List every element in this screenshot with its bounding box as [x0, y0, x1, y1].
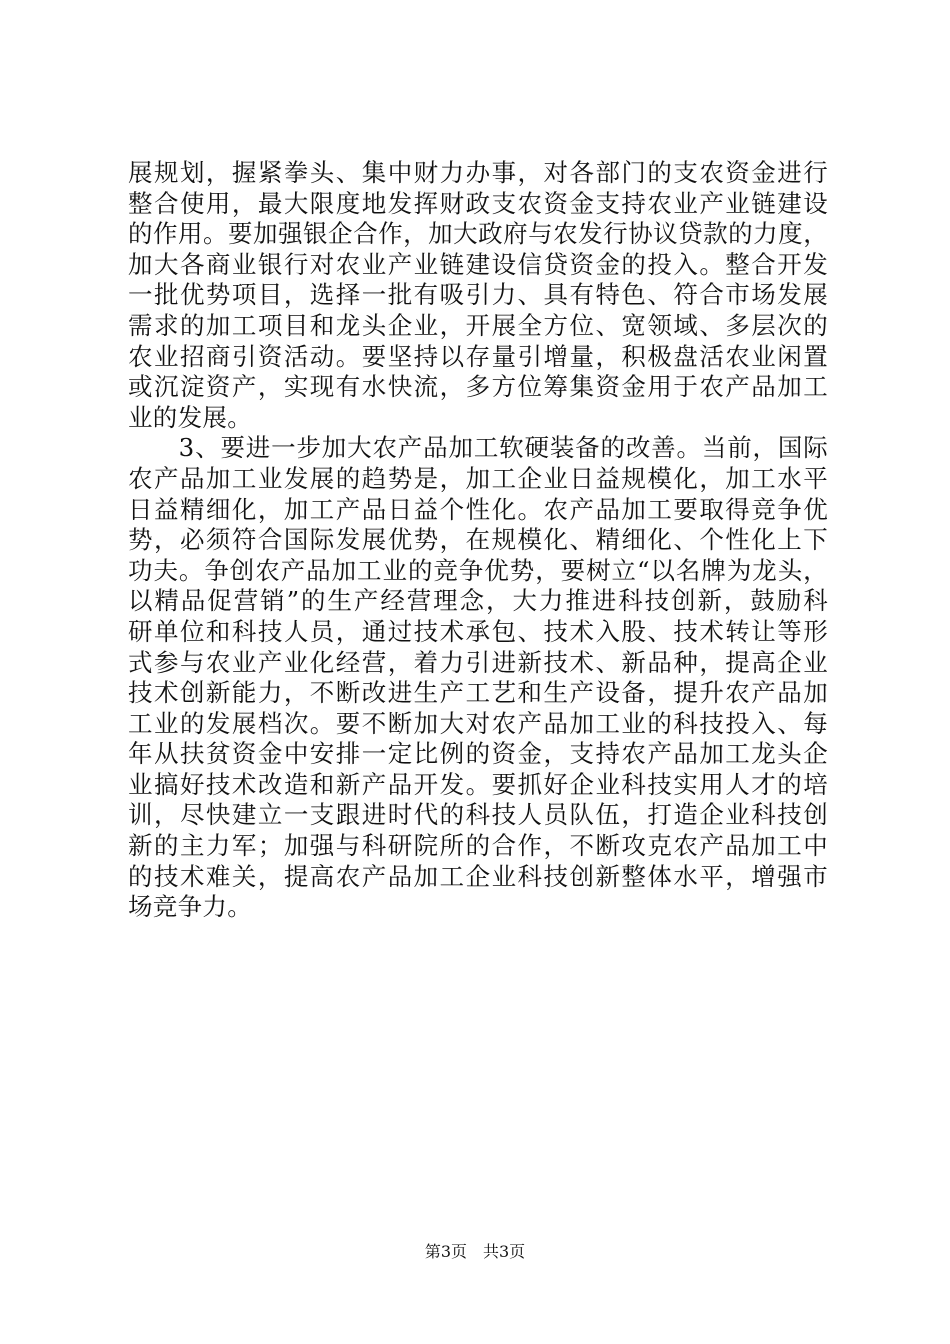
text-line: 的作用。要加强银企合作，加大政府与农发行协议贷款的力度，: [128, 219, 828, 249]
text-line: 3、要进一步加大农产品加工软硬装备的改善。当前，国际: [128, 433, 829, 463]
text-line: 以精品促营销”的生产经营理念，大力推进科技创新，鼓励科: [128, 586, 828, 616]
text-line: 农产品加工业发展的趋势是，加工企业日益规模化，加工水平: [128, 463, 828, 493]
text-line: 的技术难关，提高农产品加工企业科技创新整体水平，增强市: [128, 861, 828, 891]
text-line: 展规划，握紧拳头、集中财力办事，对各部门的支农资金进行: [128, 158, 828, 187]
text-line: 加大各商业银行对农业产业链建设信贷资金的投入。整合开发: [128, 249, 828, 279]
text-line: 式参与农业产业化经营，着力引进新技术、新品种，提高企业: [128, 647, 828, 677]
text-line: 日益精细化，加工产品日益个性化。农产品加工要取得竞争优: [128, 494, 828, 524]
text-line: 新的主力军；加强与科研院所的合作，不断攻克农产品加工中: [128, 831, 828, 861]
text-line: 整合使用，最大限度地发挥财政支农资金支持农业产业链建设: [128, 188, 828, 218]
text-line: 技术创新能力，不断改进生产工艺和生产设备，提升农产品加: [128, 678, 828, 708]
page-footer: 第3页 共3页: [424, 1242, 526, 1261]
text-line: 一批优势项目，选择一批有吸引力、具有特色、符合市场发展: [128, 280, 828, 310]
text-line: 场竞争力。: [128, 892, 252, 922]
text-line: 业的发展。: [128, 402, 252, 432]
document-body: [128, 158, 828, 923]
text-line: 农业招商引资活动。要坚持以存量引增量，积极盘活农业闲置: [128, 341, 828, 371]
text-line: 或沉淀资产，实现有水快流，多方位筹集资金用于农产品加工: [128, 372, 828, 402]
text-line: 需求的加工项目和龙头企业，开展全方位、宽领域、多层次的: [128, 310, 828, 340]
text-line: 年从扶贫资金中安排一定比例的资金，支持农产品加工龙头企: [128, 739, 828, 769]
text-line: 训，尽快建立一支跟进时代的科技人员队伍，打造企业科技创: [128, 800, 828, 830]
text-line: 研单位和科技人员，通过技术承包、技术入股、技术转让等形: [128, 616, 828, 646]
text-line: 功夫。争创农产品加工业的竞争优势，要树立“以名牌为龙头，: [128, 555, 828, 585]
text-line: 工业的发展档次。要不断加大对农产品加工业的科技投入、每: [128, 708, 828, 738]
text-line: 势，必须符合国际发展优势，在规模化、精细化、个性化上下: [128, 525, 828, 555]
text-line: 业搞好技术改造和新产品开发。要抓好企业科技实用人才的培: [128, 769, 828, 799]
